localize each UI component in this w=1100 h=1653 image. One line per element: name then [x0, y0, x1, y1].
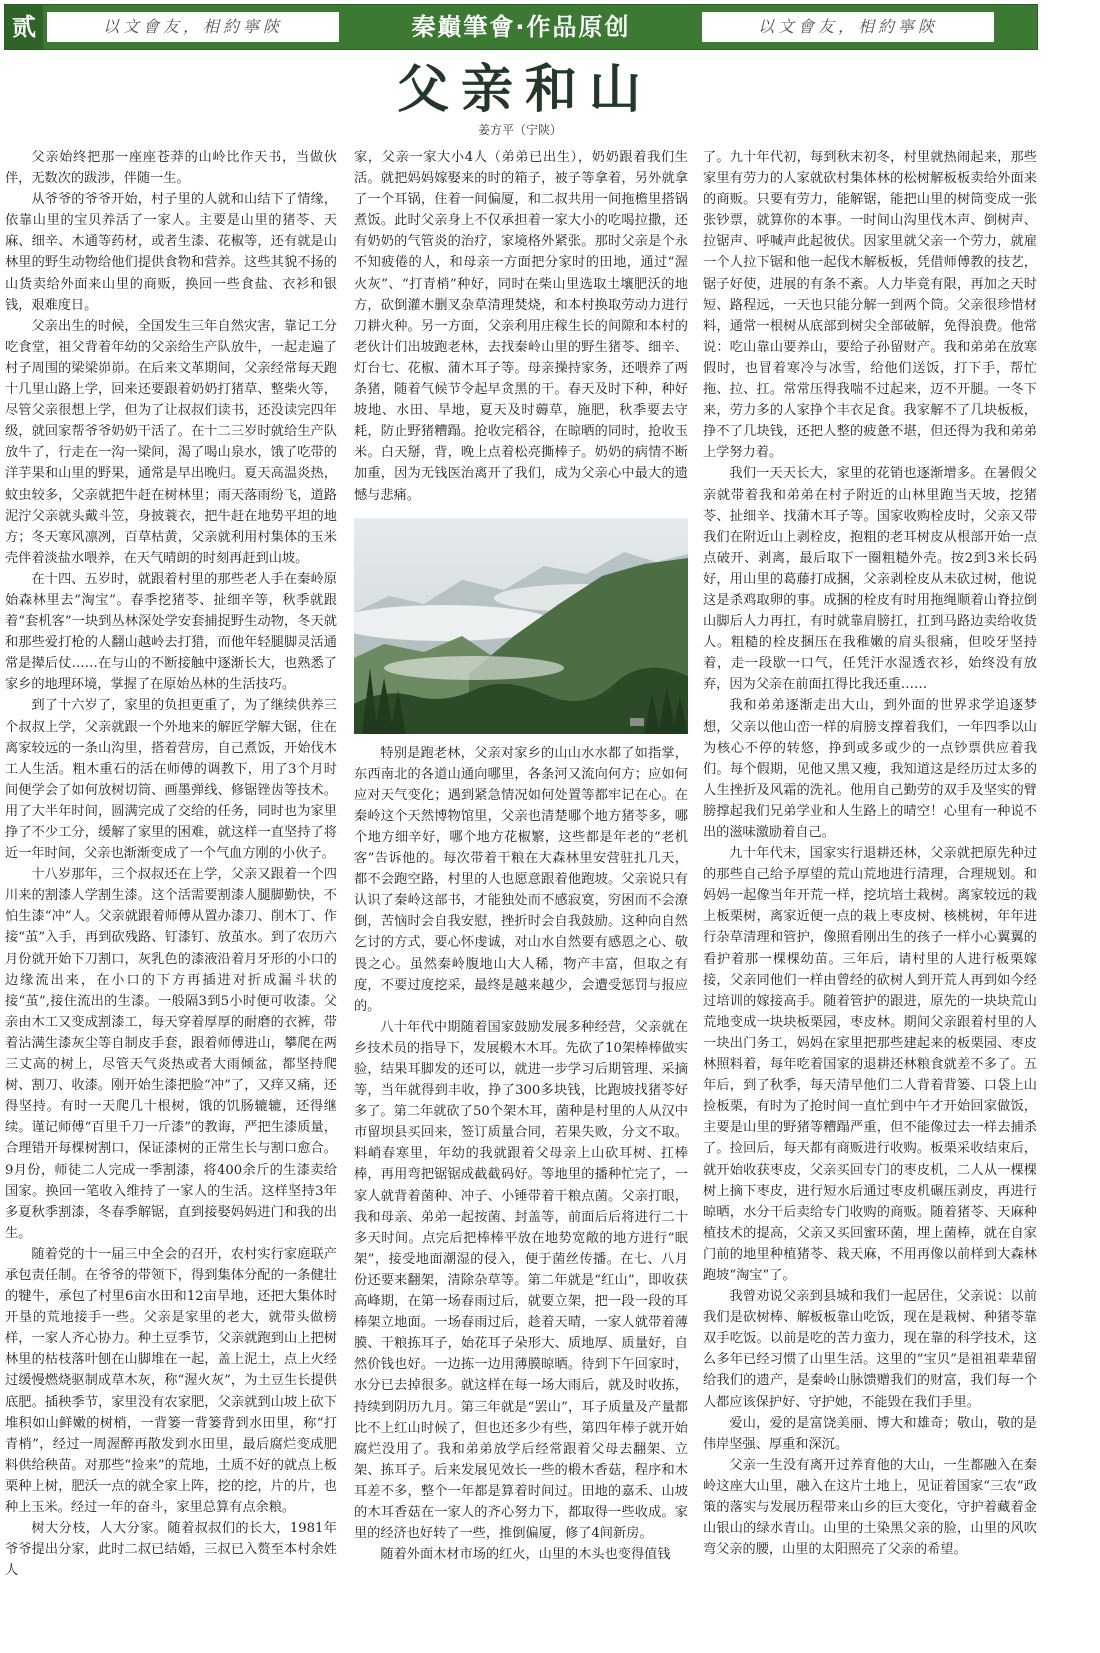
article-column-3 — [703, 147, 1037, 1647]
article-title: 父亲和山 — [396, 59, 653, 120]
section-title: 秦巔筆會·作品原创 — [411, 13, 631, 41]
article-author: 姜方平（宁陕） — [477, 123, 562, 137]
page-number: 贰 — [5, 5, 43, 49]
slogan-left: 以文會友，相約寧陝 — [47, 12, 339, 42]
paragraph: 父亲一生没有离开过养育他的大山，一生都融入在秦岭这座大山里，融入在这片土地上，见证着国家“三农”政策的落实与发展历程带来山乡的巨大变化，守护着藏着金山银山的绿水青山。山里的土染黑父亲的脸，山里的风吹弯父亲的腰，山里的太阳照亮了父亲的希望。 — [703, 1457, 1037, 1558]
paragraph: 了。九十年代初，每到秋末初冬，村里就热闹起来，那些家里有劳力的人家就砍村集体林的松树解板板卖给外面来的商贩。只要有劳力，能解锯，能把山里的树筒变成一张张钞票，就算你的本事。一时间山沟里伐木声、倒树声、拉锯声、呼喊声此起彼伏。因家里就父亲一个劳力，就雇一个人拉下锯和他一起伐木解板板，凭借师傅教的技艺，锯子好使，进展的有条不紊。人力毕竟有限，再加之天时短、路程远，一天也只能分解一到两个筒。父亲很珍惜材料，通常一根树从底部到树尖全部破解，免得浪费。他常说：吃山靠山要养山，要给子孙留财产。我和弟弟在放寒假时，也冒着寒冷与冰雪，给他们送饭，打下手，帮忙拖、拉、扛。常常压得我喘不过起来，迈不开腿。一冬下来，劳力多的人家挣个丰衣足食。我家解不了几块板板，挣不了几块钱，还把人整的疲惫不堪，但还得为我和弟弟上学努力着。 — [703, 150, 1037, 461]
mountain-landscape-photo-icon — [354, 518, 688, 734]
paragraph: 十八岁那年，三个叔叔还在上学，父亲又跟着一个四川来的割漆人学割生漆。这个活需要割漆人腿脚勤快，不怕生漆“冲”人。父亲就跟着师傅从置办漆刀、削木丁、作接“茧”入手，再到砍残路、钉漆钉、放茧水。到了农历六月份就开始下刀割口，灰乳色的漆液沿着月牙形的小口的边缘流出来，在小口的下方再插进对折成漏斗状的接“茧”,接住流出的生漆。一般隔3到5小时便可收漆。父亲由木工又变成割漆工，每天穿着厚厚的耐磨的衣裤，带着沾满生漆灰尘等自制皮手套，跟着师傅进山，攀爬在两三丈高的树上，尽管天气炎热或者大雨倾盆，都坚持爬树、割刀、收漆。刚开始生漆把脸“冲”了，又痒又痛，还得坚持。有时一天爬几十根树，饿的饥肠辘辘，还得继续。谨记师傅“百里千刀一斤漆”的教诲，严把生漆质量，合理错开每棵树割口，保证漆树的正常生长与割口愈合。9月份，师徒二人完成一季割漆，将400余斤的生漆卖给国家。换回一笔收入维持了一家人的生活。这样坚持3年多夏秋季割漆，冬春季解锯，直到接娶妈妈进门和我的出生。 — [5, 867, 337, 1241]
paragraph: 我们一天天长大，家里的花销也逐渐增多。在暑假父亲就带着我和弟弟在村子附近的山林里跑当天坡，挖猪苓、扯细辛、找蒲木耳子等。国家收购栓皮时，父亲又带我们在附近山上剥栓皮，抱粗的老耳树皮从根部开始一点点破开、剥离，最后取下一圈粗糙外壳。按2到3米长码好，用山里的葛藤打成捆，父亲剥栓皮从未砍过树，他说这是杀鸡取卵的事。成捆的栓皮有时用拖绳顺着山脊拉倒山脚后人力再扛，有时就靠肩膀扛，扛到马路边卖给收货人。粗糙的栓皮捆压在我稚嫩的肩头很痛，但咬牙坚持着，走一段歇一口气，任凭汗水湿透衣衫，始终没有放弃，因为父亲在前面扛得比我还重…… — [703, 466, 1037, 693]
paragraph: 从爷爷的爷爷开始，村子里的人就和山结下了情缘，依靠山里的宝贝养活了一家人。主要是山里的猪苓、天麻、细辛、木通等药材，或者生漆、花椒等，还有就是山林里的野生动物给他们提供食物和营养。这些其貌不扬的山货卖给外面来山里的商贩，换回一些食盐、衣衫和银钱，艰难度日。 — [5, 192, 337, 313]
page-header-bar — [4, 4, 1038, 50]
paragraph: 树大分枝，人大分家。随着叔叔们的长大，1981年爷爷提出分家，此时二叔已结婚，三叔已入赘至本村余姓人 — [5, 1521, 337, 1579]
paragraph: 八十年代中期随着国家鼓励发展多种经营，父亲就在乡技术员的指导下，发展椴木木耳。先砍了10架棒棒做实验，结果耳脚发的还可以，就进一步学习后期管理、采摘等，当年就得到丰收，挣了300多块钱，比跑坡找猪苓好多了。第二年就砍了50个架木耳，菌种是村里的人从汉中市留坝县买回来，签订质量合同，若果失败，分文不取。料峭春寒里，年幼的我就跟着父母亲上山砍耳树、扛棒棒，再用弯把锯锯成截截码好。等地里的播种忙完了，一家人就背着菌种、冲子、小锤带着干粮点菌。父亲打眼，我和母亲、弟弟一起按菌、封盖等，前面后后将进行二十多天时间。点完后把棒棒平放在地势宽敞的地方进行“眠架”，接受地面潮湿的侵入，便于菌丝传播。在七、八月份还要来翻架，清除杂草等。第二年就是“红山”，即收获高峰期，在第一场春雨过后，就要立架，把一段一段的耳棒架立地面。一场春雨过后，趁着天晴，一家人就带着薄膜、干粮拣耳子，始花耳子朵形大、质地厚、质量好，自然价钱也好。一边拣一边用薄膜晾晒。待到下午回家时，水分已去掉很多。就这样在每一场大雨后，就及时收拣，持续到阴历九月。第三年就是“罢山”，耳子质量及产量都比不上红山时候了，但也还多少有些，第四年棒子就开始腐烂没用了。我和弟弟放学后经常跟着父母去翻架、立架、拣耳子。后来发展见效长一些的椴木香菇，程序和木耳差不多，整个一年都是算着时间过。田地的嘉禾、山坡的木耳香菇在一家人的齐心努力下，都取得一些收成。家里的经济也好转了一些，推倒偏厦，修了4间新房。 — [354, 1019, 688, 1542]
paragraph: 到了十六岁了，家里的负担更重了，为了继续供养三个叔叔上学，父亲就跟一个外地来的解匠学解大锯，住在离家较远的一条山沟里，搭着营房，自己煮饭，开始伐木工人生活。粗木重石的活在师傅的调教下，用了3个月时间便学会了如何放树切筒、画墨弹线、修锯锉齿等技术。用了大半年时间，圆满完成了交给的任务，同时也为家里挣了不少工分，缓解了家里的困难，就这样一直坚持了将近一年时间，父亲也渐渐变成了一个气血方刚的小伙子。 — [5, 698, 337, 862]
paragraph: 在十四、五岁时，就跟着村里的那些老人手在秦岭原始森林里去“淘宝”。春季挖猪苓、扯细辛等，秋季就跟着“套机客”一块到丛林深处学安套捕捉野生动物，冬天就和那些爱打枪的人翻山越岭去打猎，而他年轻腿脚灵活通常是撵后仗……在与山的不断接触中逐渐长大，也熟悉了家乡的地理环境，掌握了在原始丛林的生活技巧。 — [5, 571, 337, 693]
small-building — [630, 718, 644, 726]
mountain-photo — [354, 518, 688, 734]
article-column-2 — [354, 147, 688, 1647]
article-column-1 — [5, 147, 337, 1647]
paragraph: 随着外面木材市场的红火，山里的木头也变得值钱 — [380, 1547, 671, 1563]
paragraph: 随着党的十一届三中全会的召开，农村实行家庭联产承包责任制。在爷爷的带领下，得到集体分配的一条健壮的犍牛，承包了村里6亩水田和12亩旱地，还把大集体时开垦的荒地接手一些。父亲是家里的老大，就带头做榜样，一家人齐心协力。种土豆季节，父亲就跑到山上把树林里的枯枝落叶刨在山脚堆在一起，盖上泥土，点上火经过缓慢燃烧驱制成草木灰，称“渥火灰”，为土豆生长提供底肥。插秧季节，家里没有农家肥，父亲就到山坡上砍下堆积如山鲜嫩的树梢，一背篓一背篓背到水田里，称“打青梢”，经过一周渥醉再散发到水田里，最后腐烂变成肥料供给秧苗。对那些“捡来”的荒地，土质不好的就点上板栗种上树，肥沃一点的就全家上阵，挖的挖，片的片，也种上玉米。经过一年的奋斗，家里总算有点余粮。 — [5, 1246, 337, 1515]
paragraph: 父亲出生的时候，全国发生三年自然灾害，靠记工分吃食堂，祖父背着年幼的父亲给生产队放牛，一起走遍了村子周围的梁梁峁峁。在后来文革期间，父亲经常每天跑十几里山路上学，回来还要跟着奶奶打猪草、整柴火等，尽管父亲很想上学，但为了让叔叔们读书，还没读完四年级，就回家帮爷爷奶奶干活了。在十二三岁时就给生产队放牛了，行走在一沟一梁间，渴了喝山泉水，饿了吃带的洋芋果和山里的野果，通常是早出晚归。夏天高温炎热，蚊虫较多，父亲就把牛赶在树林里；雨天落雨纷飞，道路泥泞父亲就头戴斗笠，身披蓑衣，把牛赶在地势平坦的地方；冬天寒风凛冽，百草枯黄，父亲就利用村集体的玉米壳伴着淡盐水喂养，在天气晴朗的时刻再赶到山坡。 — [5, 318, 337, 566]
paragraph: 父亲始终把那一座座苍莽的山岭比作天书，当做伙伴，无数次的跋涉，伴随一生。 — [5, 150, 337, 187]
paragraph: 我曾劝说父亲到县城和我们一起居住，父亲说：以前我们是砍树棒、解板板靠山吃饭，现在是栽树、种猪苓靠双手吃饭。以前是吃的苦力蛮力，现在靠的科学技术，这么多年已经习惯了山里生活。这里的“宝贝”是祖祖辈辈留给我们的遗产，是秦岭山脉馈赠我们的财富，我们每一个人都应该保护好、守护她，不能毁在我们手里。 — [703, 1289, 1037, 1410]
paragraph: 家，父亲一家大小4人（弟弟已出生），奶奶跟着我们生活。就把妈妈嫁娶来的时的箱子，被子等拿着，另外就拿了一个耳锅，住着一间偏厦，和二叔共用一间拖檐里搭锅煮饭。此时父亲身上不仅承担着一家大小的吃喝拉撒，还有奶奶的气管炎的治疗，家境格外紧张。那时父亲是个永不知疲倦的人，和母亲一方面把分家时的田地，通过“渥火灰”、“打青梢”种好，同时在柴山里选取土壤肥沃的地方，砍倒灌木删叉杂草清理焚烧，和本村换取劳动力进行刀耕火种。另一方面，父亲利用庄稼生长的间隙和本村的老伙计们出坡跑老林，去找秦岭山里的野生猪苓、细辛、灯台七、花椒、蒲木耳子等。母亲操持家务，还喂养了两条猪，随着气候节令起早贪黑的干。春天及时下种，种好坡地、水田、旱地，夏天及时薅草，施肥，秋季要去守耗，防止野猪糟蹋。抢收完稻谷，在晾晒的同时，抢收玉米。白天掰，背，晚上点着松亮撕棒子。奶奶的病情不断加重，因为无钱医治离开了我们，成为父亲心中最大的遗憾与悲痛。 — [354, 150, 688, 503]
paragraph: 我和弟弟逐渐走出大山，到外面的世界求学追逐梦想，父亲以他山峦一样的肩膀支撑着我们，一年四季以山为核心不停的转悠，挣到或多或少的一点钞票供应着我们。每个假期，见他又黑又瘦，我知道这是经历过太多的人生挫折及风霜的洗礼。他用自己勤劳的双手及坚实的臂膀撑起我们兄弟学业和人生路上的晴空！心里有一种说不出的滋味激励着自己。 — [703, 698, 1037, 840]
valley-mist — [384, 656, 564, 680]
paragraph: 九十年代末，国家实行退耕还林，父亲就把原先种过的那些自己给予厚望的荒山荒地进行清理，合理规划。和妈妈一起像当年开荒一样，挖坑培土栽树。离家较远的栽上板栗树，离家近便一点的栽上枣皮树、核桃树，年年进行杂草清理和管护，像照看刚出生的孩子一样小心翼翼的看护着那一棵棵幼苗。三年后，请村里的人进行板栗嫁接，父亲同他们一样由曾经的砍树人到开荒人再到如今经过培训的嫁接高手。随着管护的跟进，原先的一块块荒山荒地变成一块块板栗园，枣皮林。期间父亲跟着村里的人一块出门务工，妈妈在家里把那些建起来的板栗园、枣皮林照料着，每年吃着国家的退耕还林粮食就差不多了。五年后，到了秋季，每天清早他们二人背着背篓、口袋上山捡板栗，有时为了抢时间一直忙到中午才开始回家做饭，主要是山里的野猪等糟蹋严重，但不能像过去一样去捕杀了。捡回后，每天都有商贩进行收购。板栗采收结束后，就开始收获枣皮，父亲买回专门的枣皮机，二人从一棵棵树上摘下枣皮，进行短水后通过枣皮机碾压剥皮，再进行晾晒，水分干后卖给专门收购的商贩。随着猪苓、天麻种植技术的提高，父亲又买回蜜环菌，埋上菌棒，就在自家门前的地里种植猪苓、栽天麻，不用再像以前样到大森林跑坡“淘宝”了。 — [703, 846, 1037, 1283]
paragraph: 特别是跑老林，父亲对家乡的山山水水都了如指掌，东西南北的各道山通向哪里，各条河又流向何方；应如何应对天气变化；遇到紧急情况如何处置等都牢记在心。在秦岭这个天然博物馆里，父亲也清楚哪个地方猪苓多，哪个地方细辛好，哪个地方花椒繁，这些都是年老的“老机客”告诉他的。每次带着干粮在大森林里安营驻扎几天，都不会跑空路，村里的人也愿意跟着他跑坡。父亲说只有认识了秦岭这部书，才能独处而不感寂寞，穷困而不会潦倒，苦恼时会自我安慰，挫折时会自我鼓励。这种向自然乞讨的方式，要心怀虔诚，对山水自然要有感恩之心、敬畏之心。虽然秦岭腹地山大人稀，物产丰富，但取之有度，不要过度挖采，最终是越来越少，会遭受惩罚与报应的。 — [354, 745, 688, 1014]
slogan-right: 以文會友，相約寧陝 — [702, 12, 994, 42]
paragraph: 爱山，爱的是富饶美丽、博大和雄奇；敬山，敬的是伟岸坚强、厚重和深沉。 — [703, 1415, 1037, 1452]
